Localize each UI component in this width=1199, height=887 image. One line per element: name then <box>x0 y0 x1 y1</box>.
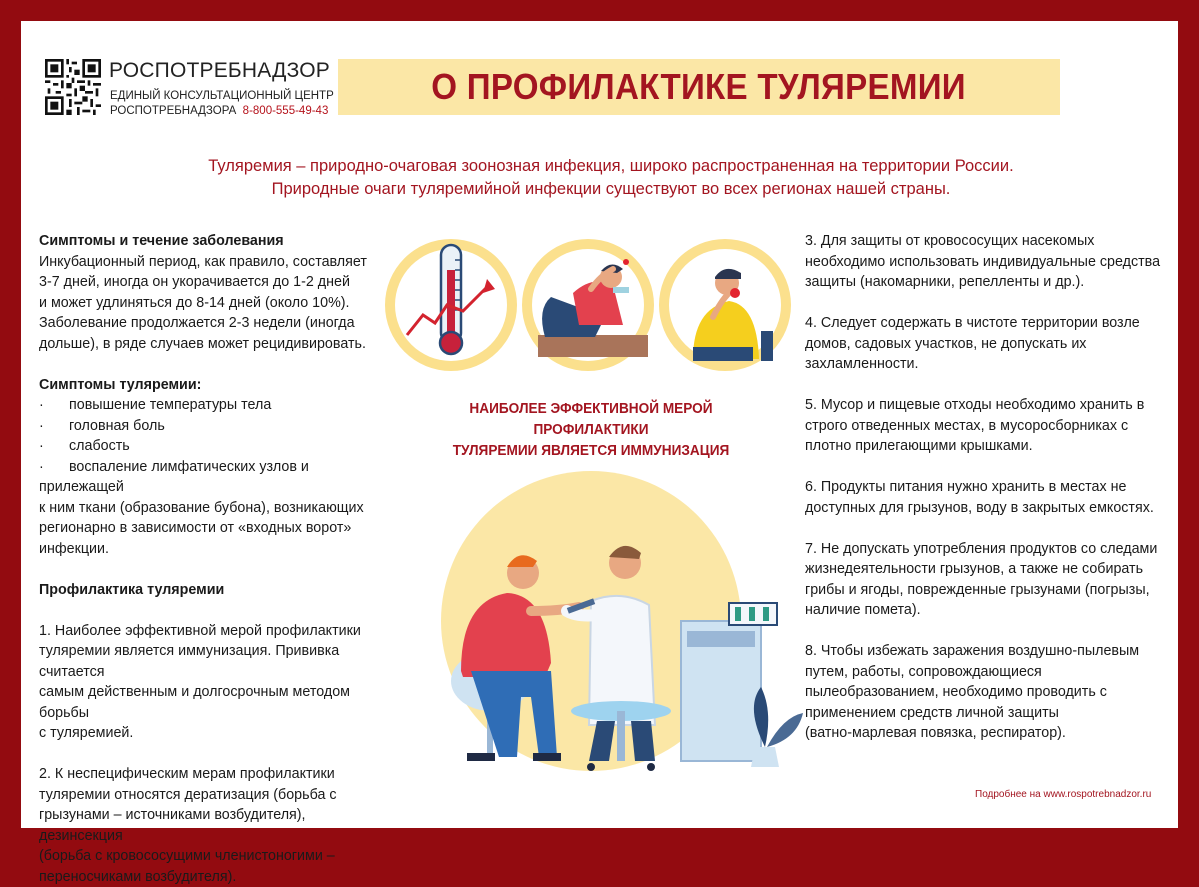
vaccination-illustration <box>411 471 801 781</box>
item-line: грибы и ягоды, поврежденные грызунами (погрызы, <box>805 582 1150 598</box>
course-line: Заболевание продолжается 2-3 недели (иногда <box>39 313 389 334</box>
item-line: 3. Для защиты от кровососущих насекомых <box>805 233 1094 249</box>
item-line: плотно прилегающими крышками. <box>805 438 1033 454</box>
prevention-item-5 <box>805 395 1165 457</box>
course-line: Инкубационный период, как правило, составляет <box>39 252 389 273</box>
hotline-phone: 8-800-555-49-43 <box>243 105 329 117</box>
symptom-text: слабость <box>69 438 130 454</box>
item-line: необходимо использовать индивидуальные средства <box>805 254 1160 270</box>
prevention-item-4 <box>805 313 1165 375</box>
item-line: защиты (накомарники, репелленты и др.). <box>805 274 1084 290</box>
course-line: дольше), в ряде случаев может рецидивировать. <box>39 334 389 355</box>
intro-text <box>101 155 1121 201</box>
poster-sheet <box>21 21 1178 828</box>
item-line: применением средств личной защиты <box>805 705 1059 721</box>
prevention-item-8 <box>805 641 1165 744</box>
symptom-circles <box>383 235 793 375</box>
left-column <box>39 231 389 887</box>
thermometer-icon <box>385 239 517 371</box>
symptoms-heading: Симптомы туляремии: <box>39 375 389 396</box>
prevention-item-2: грызунами – источниками возбудителя), дезинсекция <box>39 805 389 846</box>
brand-subtitle <box>110 89 334 119</box>
brand-subtitle-line1: ЕДИНЫЙ КОНСУЛЬТАЦИОННЫЙ ЦЕНТР <box>110 89 334 104</box>
title-banner <box>338 59 1060 115</box>
prevention-item-2: 2. К неспецифическим мерам профилактики <box>39 764 389 785</box>
footer-link[interactable]: Подробнее на www.rospotrebnadzor.ru <box>975 789 1151 800</box>
symptom-item <box>39 395 389 416</box>
right-column <box>805 231 1165 764</box>
prevention-item-1: 1. Наиболее эффективной мерой профилактики <box>39 621 389 642</box>
bullet-dot: · <box>39 436 69 457</box>
prevention-item-1: с туляремией. <box>39 723 389 744</box>
item-line: (ватно-марлевая повязка, респиратор). <box>805 725 1066 741</box>
item-line: 8. Чтобы избежать заражения воздушно-пылевым <box>805 643 1139 659</box>
item-line: 4. Следует содержать в чистоте территории возле <box>805 315 1140 331</box>
course-heading: Симптомы и течение заболевания <box>39 231 389 252</box>
symptom-continuation: к ним ткани (образование бубона), возникающих <box>39 498 389 519</box>
prevention-item-2: туляремии относятся дератизация (борьба с <box>39 785 389 806</box>
item-line: доступных для грызунов, воду в закрытых емкостях. <box>805 500 1154 516</box>
item-line: 5. Мусор и пищевые отходы необходимо хранить в <box>805 397 1144 413</box>
item-line: 6. Продукты питания нужно хранить в местах не <box>805 479 1126 495</box>
intro-line1: Туляремия – природно-очаговая зоонозная инфекция, широко распространенная на территории России. <box>101 155 1121 178</box>
symptom-text: повышение температуры тела <box>69 397 271 413</box>
sore-throat-person-icon <box>659 239 791 371</box>
symptom-continuation: инфекции. <box>39 539 389 560</box>
qr-code-icon <box>45 59 101 115</box>
headache-person-icon <box>522 239 654 371</box>
item-line: захламленности. <box>805 356 918 372</box>
symptom-text: воспаление лимфатических узлов и прилежащей <box>39 459 309 496</box>
symptom-text: головная боль <box>69 418 165 434</box>
item-line: строго отведенных местах, в мусоросборниках с <box>805 418 1128 434</box>
course-line: 3-7 дней, иногда он укорачивается до 1-2 дней <box>39 272 389 293</box>
prevention-item-1: самым действенным и долгосрочным методом борьбы <box>39 682 389 723</box>
prevention-item-2: переносчиками возбудителя). <box>39 867 389 887</box>
caption-line1: НАИБОЛЕЕ ЭФФЕКТИВНОЙ МЕРОЙ ПРОФИЛАКТИКИ <box>412 399 769 441</box>
course-line: и может удлиняться до 8-14 дней (около 10%). <box>39 293 389 314</box>
symptom-continuation: регионарно в зависимости от «входных ворот» <box>39 518 389 539</box>
bullet-dot: · <box>39 395 69 416</box>
prevention-item-1: туляремии является иммунизация. Прививка считается <box>39 641 389 682</box>
item-line: 7. Не допускать употребления продуктов со следами <box>805 541 1157 557</box>
symptom-item <box>39 416 389 437</box>
item-line: наличие помета). <box>805 602 921 618</box>
bullet-dot: · <box>39 416 69 437</box>
item-line: домов, садовых участков, не допускать их <box>805 336 1086 352</box>
symptom-item <box>39 436 389 457</box>
brand-subtitle-line2: РОСПОТРЕБНАДЗОРА <box>110 105 236 117</box>
intro-line2: Природные очаги туляремийной инфекции существуют во всех регионах нашей страны. <box>101 178 1121 201</box>
brand-name: РОСПОТРЕБНАДЗОР <box>109 59 330 83</box>
prevention-heading: Профилактика туляремии <box>39 580 389 601</box>
item-line: жизнедеятельности грызунов, а также не собирать <box>805 561 1143 577</box>
prevention-item-2: (борьба с кровососущими членистоногими – <box>39 846 389 867</box>
page-title: О ПРОФИЛАКТИКЕ ТУЛЯРЕМИИ <box>432 66 967 108</box>
bullet-dot: · <box>39 457 69 478</box>
item-line: пылеобразованием, необходимо проводить с <box>805 684 1107 700</box>
caption-line2: ТУЛЯРЕМИИ ЯВЛЯЕТСЯ ИММУНИЗАЦИЯ <box>412 441 769 462</box>
item-line: путем, работы, сопровождающиеся <box>805 664 1042 680</box>
immunization-caption <box>412 399 769 462</box>
prevention-item-7 <box>805 539 1165 621</box>
symptom-item <box>39 457 389 498</box>
prevention-item-3 <box>805 231 1165 293</box>
prevention-item-6 <box>805 477 1165 518</box>
